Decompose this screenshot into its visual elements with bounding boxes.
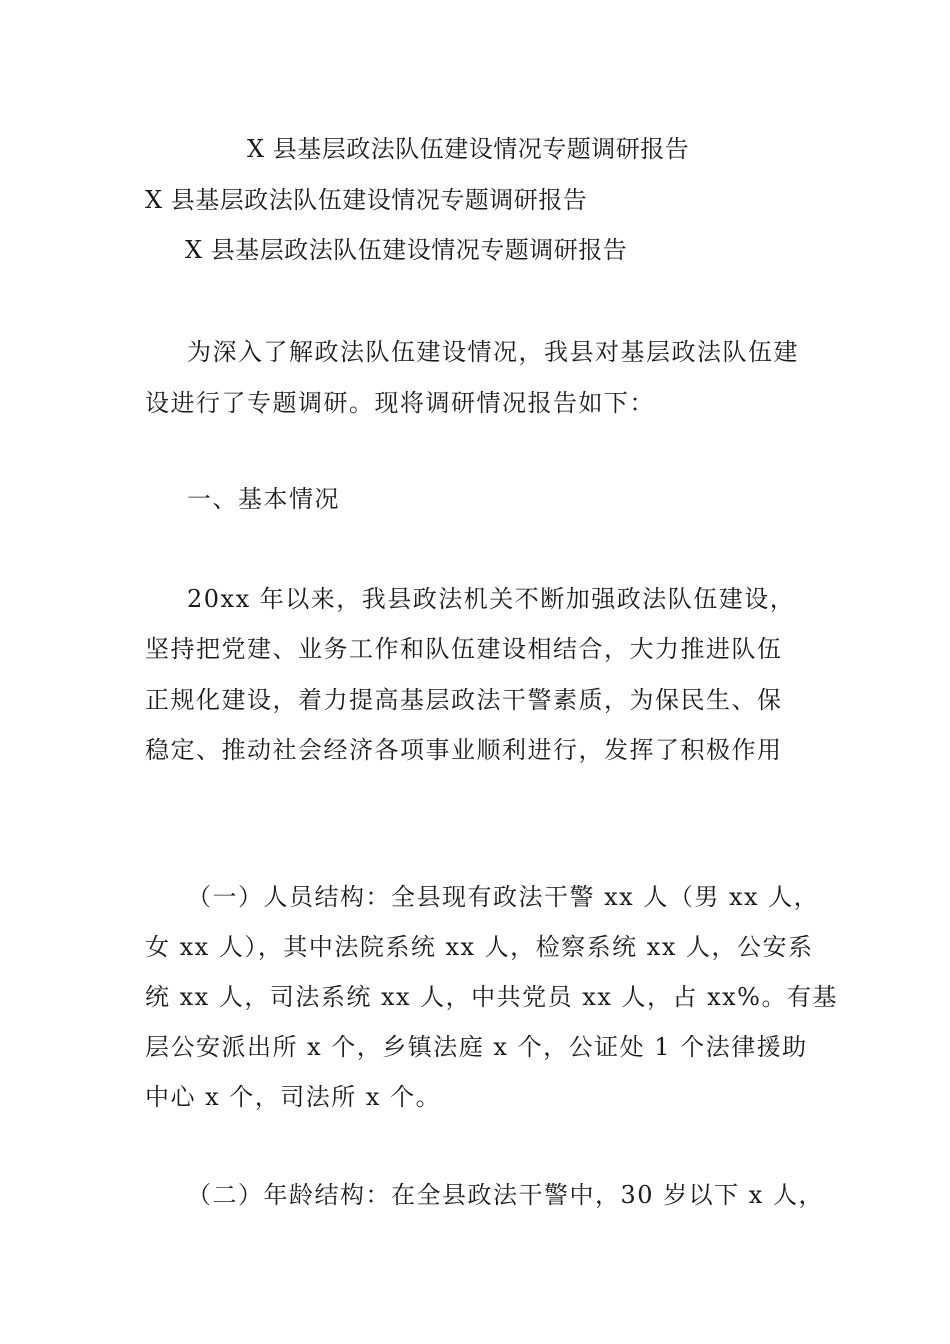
paragraph-line: （二）年龄结构：在全县政法干警中，30 岁以下 x 人， bbox=[187, 1181, 824, 1209]
report-title-repeat-indented: X 县基层政法队伍建设情况专题调研报告 bbox=[185, 236, 628, 264]
paragraph-line: 层公安派出所 x 个，乡镇法庭 x 个，公证处 1 个法律援助 bbox=[145, 1033, 808, 1061]
intro-line: 设进行了专题调研。现将调研情况报告如下： bbox=[145, 389, 655, 417]
paragraph-line: 女 xx 人），其中法院系统 xx 人，检察系统 xx 人，公安系 bbox=[145, 933, 814, 961]
paragraph-line: 坚持把党建、业务工作和队伍建设相结合，大力推进队伍 bbox=[145, 635, 783, 663]
intro-line: 为深入了解政法队伍建设情况，我县对基层政法队伍建 bbox=[187, 338, 799, 366]
paragraph-line: 20xx 年以来，我县政法机关不断加强政法队伍建设， bbox=[187, 585, 796, 613]
paragraph-line: （一）人员结构：全县现有政法干警 xx 人（男 xx 人， bbox=[187, 883, 820, 911]
section-heading: 一、基本情况 bbox=[187, 485, 340, 513]
paragraph-line: 中心 x 个，司法所 x 个。 bbox=[145, 1083, 442, 1111]
paragraph-line: 统 xx 人，司法系统 xx 人，中共党员 xx 人，占 xx%。有基 bbox=[145, 983, 838, 1011]
report-title-repeat: X 县基层政法队伍建设情况专题调研报告 bbox=[145, 186, 588, 214]
paragraph-line: 正规化建设，着力提高基层政法干警素质，为保民生、保 bbox=[145, 686, 783, 714]
paragraph-line: 稳定、推动社会经济各项事业顺利进行，发挥了积极作用 bbox=[145, 736, 783, 764]
report-title: X 县基层政法队伍建设情况专题调研报告 bbox=[247, 135, 690, 163]
